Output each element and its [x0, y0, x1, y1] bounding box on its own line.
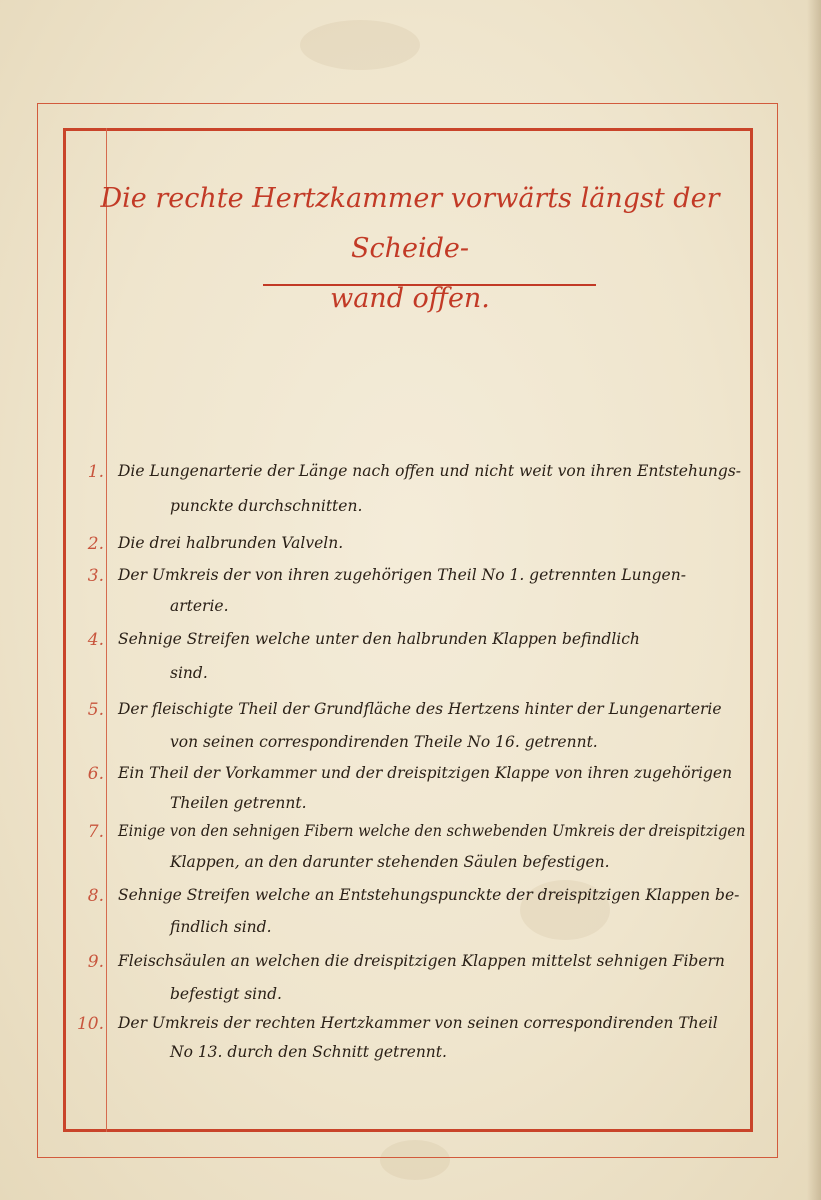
item-text: Ein Theil der Vorkammer und der dreispitzigen Klappe von ihren zugehörigen	[118, 764, 733, 782]
item-text: Der Umkreis der von ihren zugehörigen Theil No 1. getrennten Lungen-	[118, 566, 686, 584]
item-number: 10.	[76, 1014, 104, 1034]
item-text-continued: befestigt sind.	[170, 985, 282, 1003]
item-number: 1.	[87, 462, 104, 482]
item-number: 8.	[87, 886, 104, 906]
item-text-continued: punckte durchschnitten.	[170, 497, 363, 515]
item-text: Der fleischigte Theil der Grundfläche des Hertzens hinter der Lungenarterie	[118, 700, 722, 718]
title-line-1: Die rechte Hertzkammer vorwärts längst der Scheide-	[100, 183, 720, 264]
item-text: Sehnige Streifen welche an Entstehungspunckte der dreispitzigen Klappen be-	[118, 886, 740, 904]
item-text-continued: Klappen, an den darunter stehenden Säulen befestigen.	[170, 853, 610, 871]
item-number: 5.	[87, 700, 104, 720]
item-text: Die drei halbrunden Valveln.	[118, 534, 344, 552]
item-text-continued: No 13. durch den Schnitt getrennt.	[170, 1043, 447, 1061]
item-text: Fleischsäulen an welchen die dreispitzigen Klappen mittelst sehnigen Fibern	[118, 952, 725, 970]
paper-stain	[300, 20, 420, 70]
item-text: Die Lungenarterie der Länge nach offen und nicht weit von ihren Entstehungs-	[118, 462, 742, 480]
item-number: 9.	[87, 952, 104, 972]
item-number: 2.	[87, 534, 104, 554]
item-number: 7.	[87, 822, 104, 842]
item-text-continued: arterie.	[170, 597, 229, 615]
item-number: 3.	[87, 566, 104, 586]
page-title	[80, 174, 740, 324]
item-number: 4.	[87, 630, 104, 650]
item-text-continued: von seinen correspondirenden Theile No 16. getrennt.	[170, 733, 598, 751]
item-text: Sehnige Streifen welche unter den halbrunden Klappen befindlich	[118, 630, 640, 648]
item-text-continued: findlich sind.	[170, 918, 272, 936]
item-text: Der Umkreis der rechten Hertzkammer von seinen correspondirenden Theil	[118, 1014, 718, 1032]
item-text-continued: Theilen getrennt.	[170, 794, 307, 812]
page-edge-shadow	[807, 0, 821, 1200]
item-number: 6.	[87, 764, 104, 784]
item-text: Einige von den sehnigen Fibern welche den schwebenden Umkreis der dreispitzigen	[118, 822, 746, 840]
title-line-2: wand offen.	[330, 283, 490, 314]
item-text-continued: sind.	[170, 664, 208, 682]
title-underline	[263, 284, 596, 286]
